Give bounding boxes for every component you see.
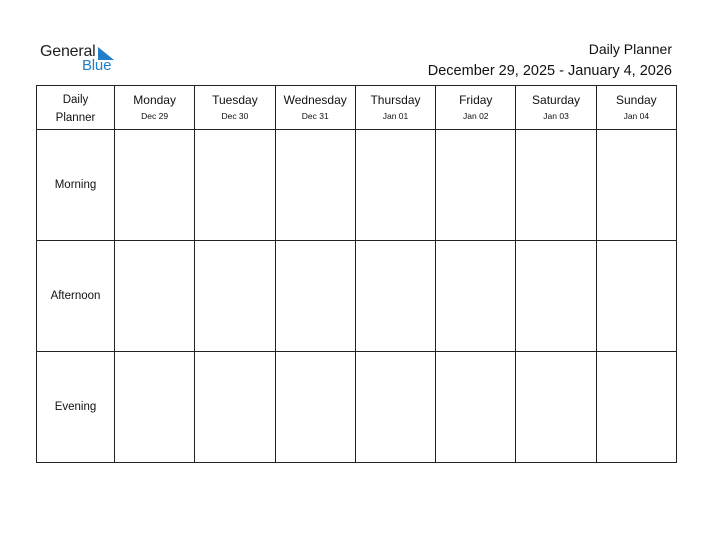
day-name: Saturday <box>532 93 581 107</box>
day-name: Thursday <box>370 93 421 107</box>
slot-cell[interactable] <box>516 130 596 241</box>
day-date: Dec 29 <box>141 111 169 121</box>
slot-cell[interactable] <box>195 130 275 241</box>
row-morning <box>37 130 677 241</box>
day-header-wednesday <box>275 86 355 130</box>
day-name: Monday <box>133 93 176 107</box>
slot-cell[interactable] <box>275 130 355 241</box>
slot-cell[interactable] <box>115 352 195 463</box>
corner-label-line2: Planner <box>55 111 96 124</box>
logo-general-text: General <box>40 43 96 60</box>
slot-cell[interactable] <box>596 130 676 241</box>
logo <box>40 43 130 77</box>
header <box>428 39 672 81</box>
planner-grid <box>36 85 677 463</box>
slot-cell[interactable] <box>355 352 435 463</box>
header-row <box>37 86 677 130</box>
corner-label-line1: Daily <box>62 93 89 106</box>
slot-cell[interactable] <box>355 241 435 352</box>
slot-cell[interactable] <box>436 130 516 241</box>
row-evening <box>37 352 677 463</box>
slot-cell[interactable] <box>195 352 275 463</box>
day-date: Jan 02 <box>463 111 489 121</box>
date-range: December 29, 2025 - January 4, 2026 <box>427 63 672 79</box>
slot-cell[interactable] <box>516 352 596 463</box>
day-header-tuesday <box>195 86 275 130</box>
slot-cell[interactable] <box>275 352 355 463</box>
slot-cell[interactable] <box>436 241 516 352</box>
row-afternoon <box>37 241 677 352</box>
day-name: Friday <box>459 93 493 107</box>
slot-cell[interactable] <box>596 352 676 463</box>
slot-cell[interactable] <box>195 241 275 352</box>
logo-blue-text: Blue <box>82 57 112 74</box>
row-label-afternoon: Afternoon <box>37 241 115 352</box>
row-label-morning: Morning <box>37 130 115 241</box>
day-header-monday <box>115 86 195 130</box>
planner-title: Daily Planner <box>588 41 672 57</box>
day-date: Jan 03 <box>543 111 569 121</box>
day-date: Dec 30 <box>221 111 249 121</box>
slot-cell[interactable] <box>436 352 516 463</box>
slot-cell[interactable] <box>275 241 355 352</box>
day-header-saturday <box>516 86 596 130</box>
day-name: Tuesday <box>212 93 258 107</box>
slot-cell[interactable] <box>516 241 596 352</box>
day-header-friday <box>436 86 516 130</box>
day-date: Jan 01 <box>382 111 409 121</box>
row-label-evening: Evening <box>37 352 115 463</box>
day-header-thursday <box>355 86 435 130</box>
day-date: Dec 31 <box>301 111 329 121</box>
slot-cell[interactable] <box>355 130 435 241</box>
slot-cell[interactable] <box>115 130 195 241</box>
slot-cell[interactable] <box>115 241 195 352</box>
slot-cell[interactable] <box>596 241 676 352</box>
day-name: Wednesday <box>283 93 347 107</box>
day-header-sunday <box>596 86 676 130</box>
day-date: Jan 04 <box>623 111 650 121</box>
day-name: Sunday <box>615 93 657 107</box>
corner-cell <box>37 86 115 130</box>
